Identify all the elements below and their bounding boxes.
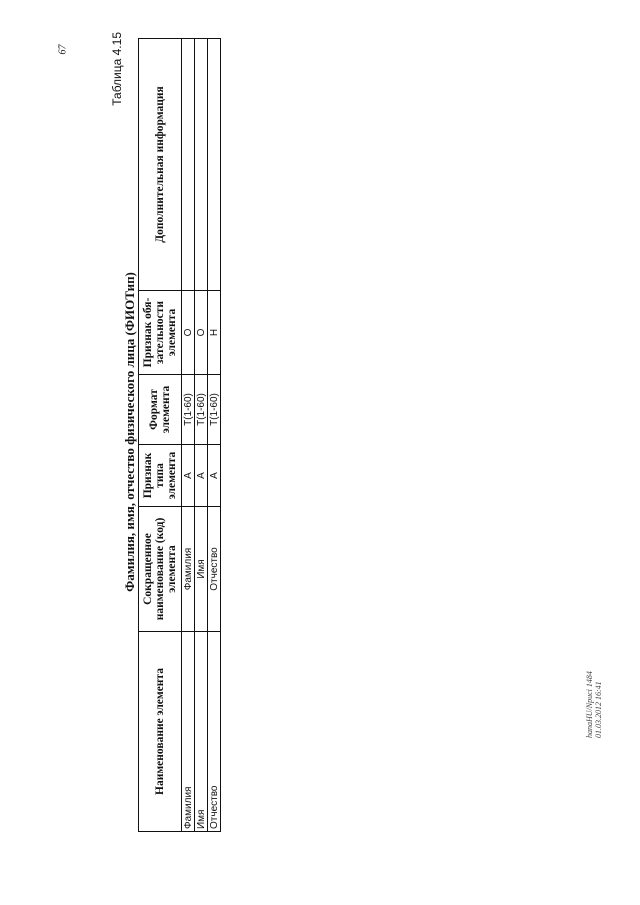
document-stamp: [585, 671, 603, 738]
rotated-table-block: [110, 32, 220, 832]
cell-format: T(1-60): [208, 375, 221, 445]
cell-format: T(1-60): [195, 375, 208, 445]
cell-additional-info: [195, 39, 208, 291]
stamp-line-1: hanaHU/Npuci 1484: [585, 671, 594, 738]
cell-additional-info: [182, 39, 195, 291]
header-format: Формат элемента: [139, 375, 182, 445]
cell-type-flag: А: [208, 445, 221, 507]
cell-short-name: Фамилия: [182, 507, 195, 632]
cell-element-name: Фамилия: [182, 632, 195, 832]
header-type-flag: Признак типа элемента: [139, 445, 182, 507]
cell-short-name: Отчество: [208, 507, 221, 632]
header-additional-info: Дополнительная информация: [139, 39, 182, 291]
cell-element-name: Отчество: [208, 632, 221, 832]
table-row: [195, 39, 208, 832]
stamp-line-2: 01.03.2012 16:41: [594, 681, 603, 738]
cell-required-flag: О: [195, 291, 208, 375]
table-row: [208, 39, 221, 832]
cell-type-flag: А: [182, 445, 195, 507]
cell-short-name: Имя: [195, 507, 208, 632]
cell-required-flag: Н: [208, 291, 221, 375]
cell-required-flag: О: [182, 291, 195, 375]
table-title: Фамилия, имя, отчество физического лица (ФИОТип): [122, 272, 137, 592]
header-element-name: Наименование элемента: [139, 632, 182, 832]
page-number: 67: [57, 44, 69, 55]
cell-element-name: Имя: [195, 632, 208, 832]
table-caption: Таблица 4.15: [110, 32, 124, 106]
table-header-row: [139, 39, 182, 832]
cell-format: T(1-60): [182, 375, 195, 445]
header-required-flag: Признак обя-зательности элемента: [139, 291, 182, 375]
elements-table: [138, 38, 221, 832]
cell-type-flag: А: [195, 445, 208, 507]
cell-additional-info: [208, 39, 221, 291]
table-row: [182, 39, 195, 832]
header-short-name: Сокращенное наименование (код) элемента: [139, 507, 182, 632]
